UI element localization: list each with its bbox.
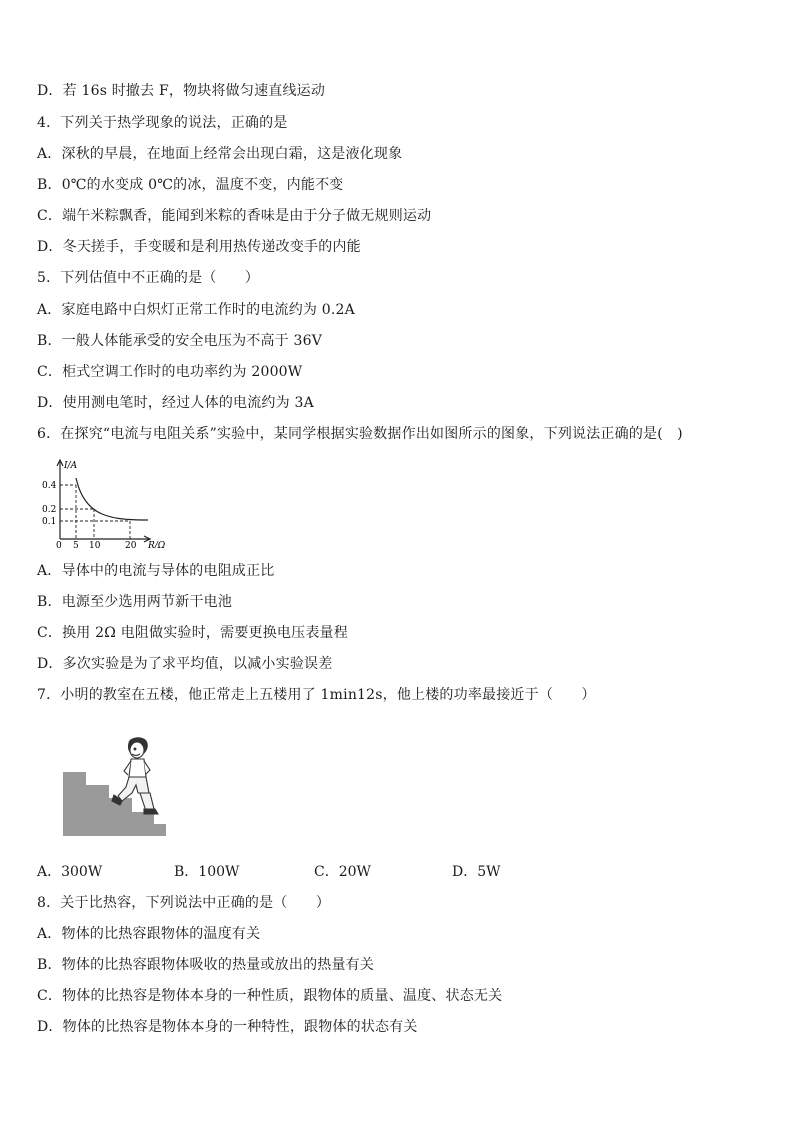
q4-option-b: B．0℃的水变成 0℃的冰，温度不变，内能不变	[37, 177, 344, 193]
question-7: 7．小明的教室在五楼，他正常走上五楼用了 1min12s，他上楼的功率最接近于（ ）	[37, 687, 596, 703]
question-5: 5．下列估值中不正确的是（ ）	[37, 270, 260, 286]
y-tick-label: 0.1	[42, 517, 57, 527]
q7-option-d: D．5W	[452, 864, 501, 880]
q4-option-c: C．端午米粽飘香，能闻到米粽的香味是由于分子做无规则运动	[37, 208, 432, 224]
y-tick-label: 0.4	[42, 481, 57, 491]
q6-option-b: B．电源至少选用两节新干电池	[37, 594, 233, 610]
question-4: 4．下列关于热学现象的说法，正确的是	[37, 115, 288, 131]
q5-option-d: D．使用测电笔时，经过人体的电流约为 3A	[37, 395, 314, 411]
q5-option-a: A．家庭电路中白炽灯正常工作时的电流约为 0.2A	[37, 302, 355, 318]
y-tick-label: 0.2	[42, 505, 57, 515]
q4-option-a: A．深秋的早晨，在地面上经常会出现白霜，这是液化现象	[37, 146, 403, 162]
q7-option-b: B．100W	[174, 864, 240, 880]
question-8: 8．关于比热容，下列说法中正确的是（ ）	[37, 895, 331, 911]
boy-figure	[112, 738, 158, 814]
q4-option-d: D．冬天搓手，手变暖和是利用热传递改变手的内能	[37, 239, 361, 255]
x-tick-label: 5	[73, 541, 79, 548]
y-axis-label: I/A	[64, 461, 78, 471]
current-resistance-graph	[40, 456, 170, 548]
q5-option-c: C．柜式空调工作时的电功率约为 2000W	[37, 364, 303, 380]
x-tick-label: 10	[89, 541, 101, 548]
q7-options	[37, 863, 737, 881]
x-axis-label: R/Ω	[148, 541, 166, 548]
q8-option-a: A．物体的比热容跟物体的温度有关	[37, 926, 261, 942]
stairs-illustration	[60, 735, 170, 839]
q6-option-c: C．换用 2Ω 电阻做实验时，需要更换电压表量程	[37, 625, 348, 641]
q8-option-c: C．物体的比热容是物体本身的一种性质，跟物体的质量、温度、状态无关	[37, 988, 503, 1004]
x-tick-label: 20	[125, 541, 137, 548]
data-curve	[76, 478, 148, 520]
line-q3-d: D．若 16s 时撤去 F，物块将做匀速直线运动	[37, 83, 326, 99]
q6-option-a: A．导体中的电流与导体的电阻成正比	[37, 563, 275, 579]
q7-option-c: C．20W	[314, 864, 371, 880]
guide-lines	[60, 485, 130, 539]
q8-option-b: B．物体的比热容跟物体吸收的热量或放出的热量有关	[37, 957, 375, 973]
q7-option-a: A．300W	[37, 864, 103, 880]
question-6: 6．在探究“电流与电阻关系”实验中，某同学根据实验数据作出如图所示的图象，下列说法正确的是( )	[37, 426, 683, 442]
q8-option-d: D．物体的比热容是物体本身的一种特性，跟物体的状态有关	[37, 1019, 418, 1035]
q5-option-b: B．一般人体能承受的安全电压为不高于 36V	[37, 333, 323, 349]
x-tick-label: 0	[56, 541, 62, 548]
q6-option-d: D．多次实验是为了求平均值，以减小实验误差	[37, 656, 333, 672]
